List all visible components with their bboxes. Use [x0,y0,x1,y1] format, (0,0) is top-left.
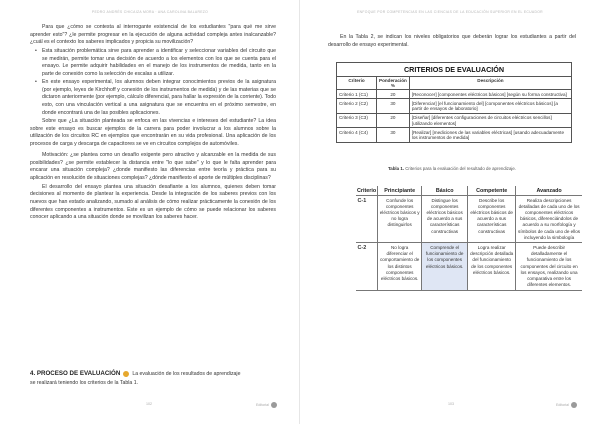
left-body [30,24,276,223]
criteria-row [337,99,572,114]
rubric-cell: Puede describir detalladamente el funcionamiento de los componentes del circuito en los ensayos, realizando una comparativa entre los diferentes elementos. [516,243,582,290]
criteria-cell: [Diferenciar] [el funcionamiento del] [componentes eléctricos básicos] [a partir de ensayos de laboratorio] [409,99,571,114]
criteria-row [337,113,572,128]
rubric-criterio: C-1 [356,196,378,243]
criteria-banner: CRITERIOS DE EVALUACIÓN [337,63,572,77]
table-caption [328,166,576,171]
section-tail: La evaluación de los resultados de aprendizaje [132,370,241,377]
bullet-item: • En este ensayo experimental, los alumnos deben integrar conocimientos previos de la asignatura (por ejemplo, leyes de Kirchhoff y conexión de los instrumentos de medida) y de las materias que se dictaron anteriormente (por ejemplo, cálculo diferencial, para hallar la expresión de la corriente). Todo esto, con una vinculación vertical a una asignatura que se encuentra en el próximo semestre, en donde encontrará una de las posibles aplicaciones. [30,79,276,117]
section-dot-icon [123,371,129,377]
page-number-left: 102 [146,402,152,406]
paragraph-desarrollo: El desarrollo del ensayo plantea una situación desafiante a los alumnos, quienes deben tomar decisiones al momento de plantear la experiencia. Desde la integración de los saberes previos con los nuevos que han estado analizando, sumado al análisis de cómo realizar prácticamente la conexión de los diferentes componentes a instrumentos. Este es un ejemplo de cómo se puede relacionar los saberes conocer aplicando a una situación donde se movilizan los saberes hacer. [30,183,276,221]
criteria-header: Descripción [409,77,571,90]
rubric-row [356,196,582,243]
criteria-cell: [Diseñar] [diferentes configuraciones de circuitos eléctricos sencillos] [utilizando elementos] [409,113,571,128]
criteria-cell: Criterio 2 (C2) [337,99,377,114]
footer-brand-right [556,402,577,408]
paragraph-motivacion: Motivación: ¿se plantea como un desafío exigente pero atractivo y alcanzable en la medida de sus posibilidades? ¿se permite establecer la distancia entre "lo que sabe" y lo que le falta aprender para encarar una situación compleja? ¿donde manifiesto las diferencias entre teoría y práctica para su aplicación en resolución de situaciones complejas? ¿dónde manifiesto el aporte de múltiples disciplinas? [30,152,276,182]
rubric-cell: Distingue los componentes eléctricos básicos de acuerdo a sus características constructivas [422,196,468,243]
brand-text: Editorial [556,403,569,407]
section-line-2: se realizará teniendo los criterios de la Tabla 1. [30,380,139,386]
section-heading [30,370,240,377]
brand-logo-icon [571,402,577,408]
criteria-cell: 20 [377,90,410,99]
criteria-table [336,62,572,143]
rubric-cell: Confunde los componentes eléctricos básicos y no logra distinguirlos [378,196,422,243]
footer-brand-left [256,402,277,408]
criteria-row [337,128,572,143]
caption-text: Criterios para la evaluación del resultado de aprendizaje. [405,166,517,171]
rubric-cell-highlighted: Comprende el funcionamiento de los componentes eléctricos básicos. [422,243,468,290]
brand-logo-icon [271,402,277,408]
rubric-criterio: C-2 [356,243,378,290]
intro-paragraph: Para que ¿cómo se contesta al interrogante existencial de los estudiantes "para qué me sirve aprender esto"? ¿le permite progresar en la ejecución de alguna actividad compleja antes inalcanzable? ¿cuál es el contexto los saberes implicados y propicia su movilización? [30,24,276,46]
rubric-header: Básico [422,186,468,196]
criteria-cell: 30 [377,128,410,143]
running-head-left: PEDRO ANDRÉS CHICAIZA MORA · ANA CAROLINA BALAREZO [91,10,209,14]
section-title: 4. PROCESO DE EVALUACIÓN [30,370,121,377]
rubric-header: Avanzado [516,186,582,196]
rubric-table [356,186,582,291]
page-number-right: 103 [448,402,454,406]
rubric-header: Criterio [357,187,377,194]
rubric-cell: Describe los componentes eléctricos básicos de acuerdo a sus características constructivas [468,196,516,243]
criteria-header: Ponderación % [377,77,410,90]
brand-text: Editorial [256,403,269,407]
criteria-cell: Criterio 4 (C4) [337,128,377,143]
running-head-right: ENFOQUE POR COMPETENCIAS EN LAS CIENCIAS DE LA EDUCACIÓN SUPERIOR EN EL ECUADOR [357,10,543,14]
criteria-cell: 30 [377,99,410,114]
paragraph-intereses: Sobre que ¿La situación planteada se enfoca en las vivencias e intereses del estudiante? La idea sobre este ensayo es buscar ejemplos de la carrera para poder involucrar a los alumnos sobre la utilización de los circuitos RC en ejemplos que encontrarán en su vida profesional. Una aplicación de los procesos de carga y descarga de capacitores se ve en circuitos complejos de automóviles. [30,117,276,147]
criteria-cell: [Realizar] [mediciones de las variables eléctricas] [usando adecuadamente los instrumentos de medida] [409,128,571,143]
rubric-cell: Logra realizar descripción detallada del funcionamiento de los componentes eléctricos básicos. [468,243,516,290]
criteria-cell: Criterio 3 (C3) [337,113,377,128]
rubric-header: Competente [468,186,516,196]
criteria-cell: 20 [377,113,410,128]
criteria-row [337,90,572,99]
rubric-header: Principiante [378,186,422,196]
rubric-cell: Realiza descripciones detalladas de cada uno de los componentes eléctricos básicos, diferenciándolos de acuerdo a su morfología y símbolos de cada uno de ellos incluyendo la simbología [516,196,582,243]
criteria-cell: [Reconocer] [componentes eléctricos básicos] [según su forma constructiva] [409,90,571,99]
criteria-cell: Criterio 1 (C1) [337,90,377,99]
bullet-item: • Esta situación problemática sirve para aprender a identificar y seleccionar variables del circuito que se medirán, permite tomar una decisión de acuerdo a los elementos con los que se cuenta para el ensayo. Le permite adquirir habilidades en el manejo de los instrumentos de medida, tanto en la parte de conexión como la selección de escalas a utilizar. [30,48,276,78]
criteria-header: Criterio [337,77,377,90]
rubric-cell: No logra diferenciar el comportamiento de los distintos componentes eléctricos básicos. [378,243,422,290]
caption-label: Tabla 1. [387,166,404,171]
rubric-row [356,243,582,290]
right-intro: En la Tabla 2, se indican los niveles obligatorios que deberán lograr los estudiantes a partir del desarrollo de ensayo experimental. [328,34,576,48]
bullet-list [30,48,276,117]
